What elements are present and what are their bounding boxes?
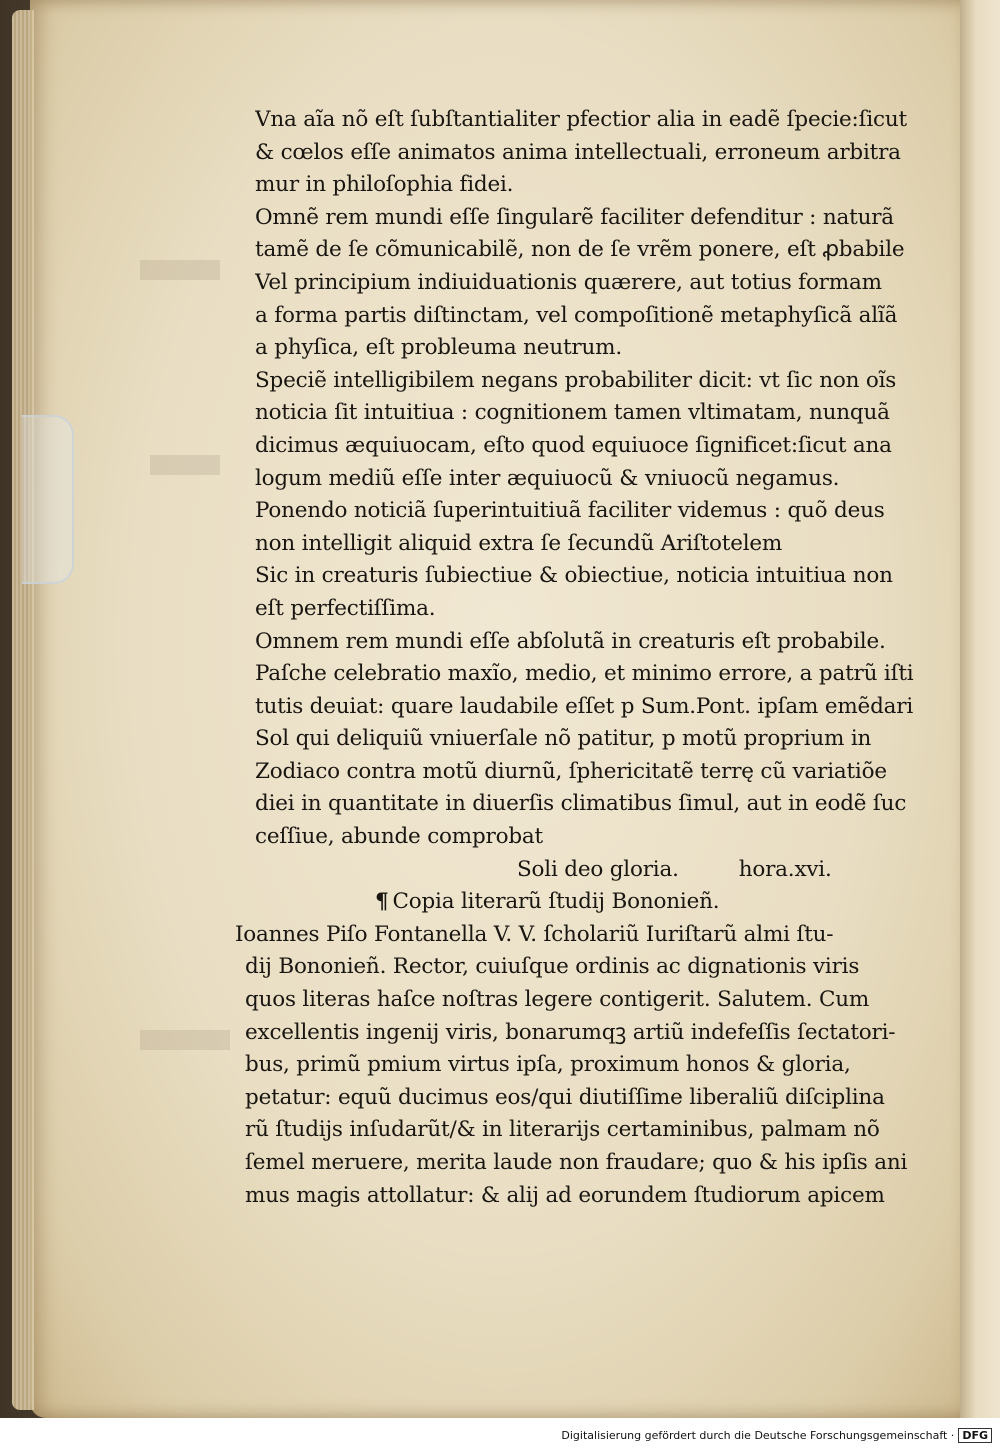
text-line: Vna aĩa nõ eſt ſubſtantialiter pfectior alia in eadẽ ſpecie:ſicut (255, 107, 907, 132)
signoff: Soli deo gloria. (517, 856, 679, 882)
bookmark-clip (22, 415, 74, 584)
text-line: non intelligit aliquid extra ſe ſecundũ Ariſtotelem (255, 530, 783, 556)
letter-line: bus, primũ pmium virtus ipſa, proximum honos & gloria, (245, 1052, 851, 1078)
signoff-line (255, 854, 940, 887)
text-line: & cœlos eſſe animatos anima intellectuali, erroneum arbitra (255, 139, 901, 165)
letter-line: ſemel meruere, merita laude non fraudare; quo & his ipſis ani (245, 1150, 908, 1175)
hora-label: hora.xvi. (738, 856, 832, 882)
footer-credit: Digitalisierung gefördert durch die Deutsche Forschungsgemeinschaft · (561, 1428, 955, 1442)
pilcrow-icon: ¶ (375, 889, 389, 915)
letter-line: Ioannes Piſo Fontanella V. V. ſcholariũ Iuriſtarũ almi ſtu- (235, 921, 834, 947)
text-line: diei in quantitate in diuerſis climatibus ſimul, aut in eodẽ ſuc (255, 791, 907, 817)
text-line: ceſſiue, abunde comprobat (255, 824, 543, 850)
facing-page-edge (960, 0, 1000, 1418)
text-line: logum mediũ eſſe inter æquiuocũ & vniuocũ negamus. (255, 465, 840, 491)
section-heading (255, 886, 940, 919)
text-line: noticia ſit intuitiua : cognitionem tamen vltimatam, nunquã (255, 400, 890, 426)
page-stack-edge (12, 10, 34, 1410)
text-line: tamẽ de ſe cõmunicabilẽ, non de ſe vrẽm ponere, eſt ꝓbabile (255, 237, 905, 263)
letter-line: rũ ſtudijs inſudarũt/& in literarijs certaminibus, palmam nõ (245, 1117, 880, 1143)
text-line: Sic in creaturis ſubiectiue & obiectiue, noticia intuitiua non (255, 563, 893, 589)
show-through (140, 1030, 230, 1050)
letter-line: dij Bononieñ. Rector, cuiuſque ordinis ac dignationis viris (245, 954, 860, 980)
dfg-logo: DFG (958, 1428, 992, 1443)
text-line: eſt perfectiſſima. (255, 595, 436, 621)
text-line: a phyſica, eſt probleuma neutrum. (255, 335, 622, 361)
text-line: Omnem rem mundi eſſe abſolutã in creaturis eſt probabile. (255, 628, 886, 654)
letter-line: excellentis ingenij viris, bonarumqꝫ artiũ indefeſſis ſectatori- (245, 1019, 896, 1045)
show-through (140, 260, 220, 280)
show-through (150, 455, 220, 475)
footer-bar (0, 1418, 1000, 1452)
text-line: Paſche celebratio maxĩo, medio, et minimo errore, a patrũ iſti (255, 661, 914, 687)
letter-line: quos literas haſce noſtras legere contigerit. Salutem. Cum (245, 987, 870, 1013)
text-line: Ponendo noticiã ſuperintuitiuã faciliter videmus : quõ deus (255, 498, 885, 524)
text-line: Speciẽ intelligibilem negans probabiliter dicit: vt ſic non oĩs (255, 367, 897, 393)
text-line: Zodiaco contra motũ diurnũ, ſphericitatẽ terrę cũ variatiõe (255, 758, 887, 784)
text-line: Vel principium indiuiduationis quærere, aut totius formam (255, 269, 882, 295)
text-line: tutis deuiat: quare laudabile eſſet p Sum.Pont. ipſam emẽdari (255, 693, 914, 719)
text-line: Omnẽ rem mundi eſſe ſingularẽ faciliter defenditur : naturã (255, 204, 894, 230)
main-text (235, 104, 940, 1212)
text-line: Sol qui deliquiũ vniuerſale nõ patitur, p motũ proprium in (255, 726, 872, 752)
letter-line: petatur: equũ ducimus eos/qui diutiſſime liberaliũ diſciplina (245, 1084, 885, 1110)
text-line: mur in philoſophia fidei. (255, 172, 514, 198)
text-line: a forma partis diſtinctam, vel compoſitionẽ metaphyſicã alĩã (255, 302, 898, 328)
text-line: dicimus æquiuocam, eſto quod equiuoce ſignificet:ſicut ana (255, 432, 892, 458)
letter-line: mus magis attollatur: & alij ad eorundem ſtudiorum apicem (245, 1182, 885, 1208)
heading-text: Copia literarũ ſtudij Bononieñ. (392, 889, 720, 915)
